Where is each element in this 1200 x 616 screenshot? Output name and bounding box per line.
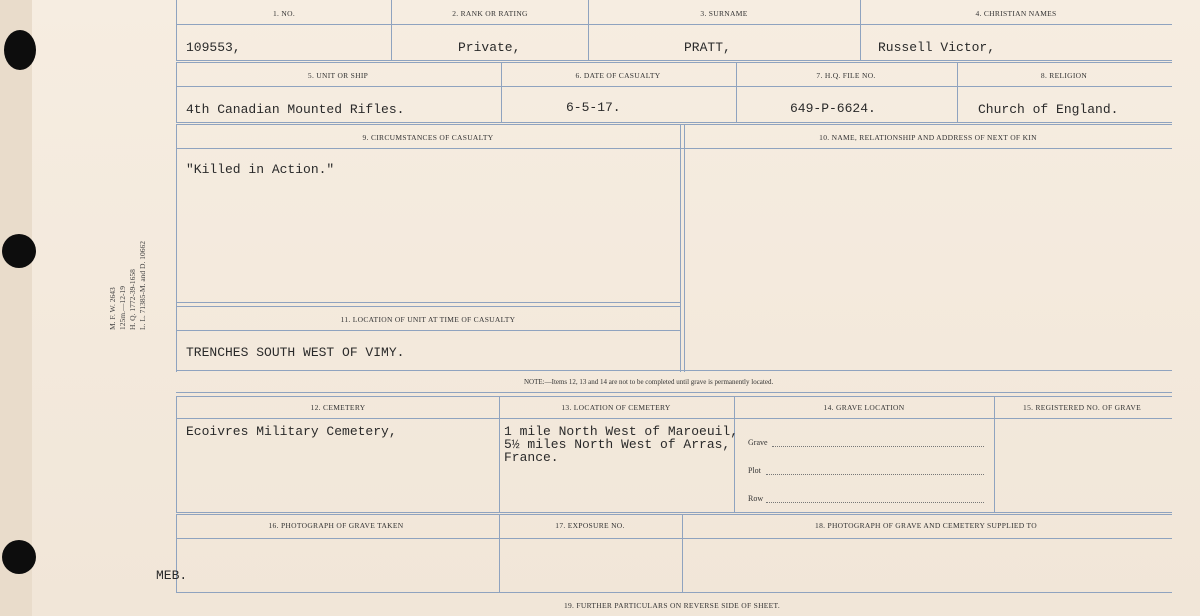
punch-hole-bottom [2,540,36,574]
grid-line [176,24,1172,25]
grid-line [176,148,1172,149]
label-reverse: 19. FURTHER PARTICULARS ON REVERSE SIDE OF SHEET. [563,601,781,610]
grid-line [588,0,589,60]
value-unit: 4th Canadian Mounted Rifles. [186,102,405,117]
grid-line [176,330,680,331]
imprint-line: H. Q. 1772-39-1658 [128,269,137,330]
label-registered-no: 15. REGISTERED NO. OF GRAVE [1023,403,1141,412]
label-date: 6. DATE OF CASUALTY [575,71,661,80]
grid-line [501,62,502,122]
label-plot: Plot [748,466,761,475]
grid-line [176,418,1172,419]
grid-line [957,62,958,122]
value-surname: PRATT, [684,40,731,55]
grid-line [176,62,177,122]
value-cemetery-location-line: 5½ miles North West of Arras, [504,437,731,452]
value-cemetery-location-line: 1 mile North West of Maroeuil, [504,424,739,439]
imprint-line: 125m.—12-19 [118,286,127,330]
value-hq-file: 649-P-6624. [790,101,876,116]
label-rank: 2. RANK OR RATING [452,9,528,18]
label-grave-location: 14. GRAVE LOCATION [823,403,905,412]
label-grave: Grave [748,438,768,447]
grid-line [176,306,680,307]
label-exposure: 17. EXPOSURE NO. [555,521,625,530]
punch-hole-top [4,30,36,70]
label-row: Row [748,494,764,503]
value-cemetery-location-line: France. [504,450,559,465]
grid-line [176,396,1172,397]
grid-line [176,60,1172,61]
punch-hole-middle [2,234,36,268]
value-date: 6-5-17. [566,100,621,115]
label-location-unit: 11. LOCATION OF UNIT AT TIME OF CASUALTY [340,315,516,324]
label-no: 1. NO. [272,9,296,18]
grid-line [176,62,1172,63]
grid-line [499,514,500,592]
card-left-margin [0,0,32,616]
grid-line [994,396,995,512]
note-text: NOTE:—Items 12, 13 and 14 are not to be completed until grave is permanently located. [524,378,774,386]
label-religion: 8. RELIGION [1040,71,1088,80]
grid-line [176,370,1172,371]
value-circumstances: "Killed in Action." [186,162,335,177]
row-fill-line [766,502,984,503]
grid-line [176,396,177,512]
grid-line [680,124,681,372]
grid-line [736,62,737,122]
label-photo-supplied: 18. PHOTOGRAPH OF GRAVE AND CEMETERY SUPPLIED TO [815,521,1037,530]
grid-line [176,122,1172,123]
grid-line [176,0,177,60]
grid-line [499,396,500,512]
plot-fill-line [766,474,984,475]
grid-line [176,592,1172,593]
printer-imprint [108,241,148,330]
grid-line [684,124,685,372]
grid-line [176,392,1172,393]
label-circumstances: 9. CIRCUMSTANCES OF CASUALTY [362,133,494,142]
grid-line [176,124,177,372]
grid-line [176,86,1172,87]
imprint-line: M. F. W. 2643 [108,287,117,330]
label-christian-names: 4. CHRISTIAN NAMES [975,9,1057,18]
value-location-unit: TRENCHES SOUTH WEST OF VIMY. [186,345,405,360]
imprint-line: L. L. 71385-M. and D. 10662 [138,241,147,330]
grid-line [176,302,680,303]
value-no: 109553, [186,40,241,55]
label-photo-taken: 16. PHOTOGRAPH OF GRAVE TAKEN [268,521,404,530]
grid-line [176,514,1172,515]
value-rank: Private, [458,40,521,55]
grid-line [176,512,1172,513]
value-religion: Church of England. [978,102,1119,117]
label-cemetery: 12. CEMETERY [310,403,366,412]
grid-line [734,396,735,512]
grid-line [682,514,683,592]
value-christian-names: Russell Victor, [878,40,996,55]
label-next-of-kin: 10. NAME, RELATIONSHIP AND ADDRESS OF NEXT OF KIN [819,133,1037,142]
grave-fill-line [772,446,984,447]
label-unit: 5. UNIT OR SHIP [307,71,369,80]
label-hq-file: 7. H.Q. FILE NO. [816,71,876,80]
grid-line [391,0,392,60]
grid-line [176,124,1172,125]
grid-line [860,0,861,60]
clerk-initials: MEB. [156,568,188,583]
label-surname: 3. SURNAME [700,9,748,18]
label-cemetery-location: 13. LOCATION OF CEMETERY [561,403,671,412]
value-cemetery: Ecoivres Military Cemetery, [186,424,397,439]
grid-line [176,538,1172,539]
